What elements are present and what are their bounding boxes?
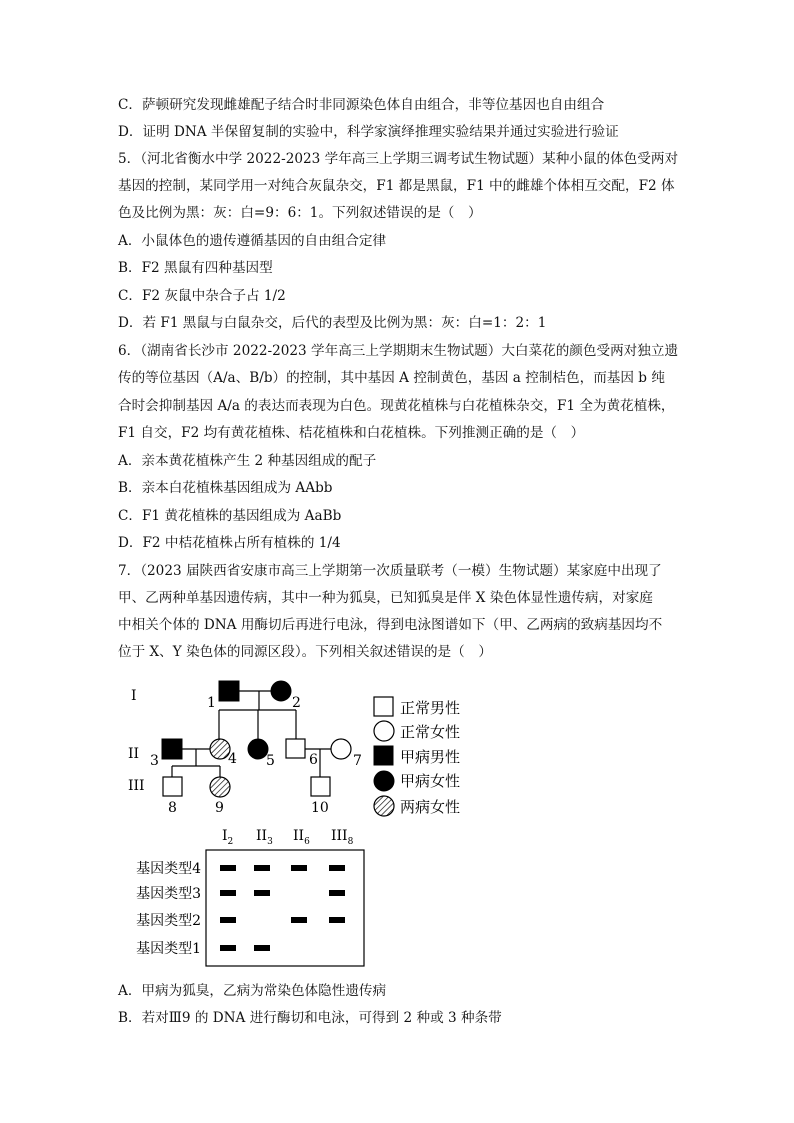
text-line: 基因的控制，某同学用一对纯合灰鼠杂交，F1 都是黑鼠，F1 中的雌雄个体相互交配，F2 体 (118, 178, 675, 194)
text-line: A．小鼠体色的遗传遵循基因的自由组合定律 (118, 233, 387, 249)
generation-label: III (128, 778, 145, 794)
gel-band (220, 890, 236, 896)
generation-label: I (131, 688, 137, 704)
individual-number: 8 (168, 800, 177, 816)
gel-band (220, 865, 236, 871)
legend-label: 甲病男性 (400, 748, 461, 766)
legend-label: 两病女性 (400, 798, 461, 816)
individual-number: 1 (207, 695, 216, 711)
individual-6 (286, 739, 305, 758)
individual-number: 3 (150, 753, 159, 769)
gel-diagram (136, 828, 364, 966)
gel-row-label: 基因类型4 (136, 861, 201, 877)
text-line: A．甲病为狐臭，乙病为常染色体隐性遗传病 (118, 983, 387, 999)
individual-number: 2 (292, 695, 301, 711)
text-line: C．F2 灰鼠中杂合子占 1/2 (118, 288, 286, 304)
gel-lane-label: $II_6$ (293, 828, 310, 847)
individual-4 (210, 739, 230, 759)
text-line: B．亲本白花植株基因组成为 AAbb (118, 480, 333, 496)
individual-1 (219, 681, 239, 701)
individual-5 (248, 739, 268, 759)
gel-row-label: 基因类型3 (136, 886, 201, 902)
text-line: D．F2 中桔花植株占所有植株的 1/4 (118, 535, 341, 551)
pedigree-chart (0, 670, 794, 1010)
individual-10 (311, 777, 330, 796)
text-line: 7．（2023 届陕西省安康市高三上学期第一次质量联考（一模）生物试题）某家庭中出现了 (118, 563, 662, 579)
gel-band (329, 865, 345, 871)
text-line: 传的等位基因（A/a、B/b）的控制，其中基因 A 控制黄色，基因 a 控制桔色，而基因 b 纯 (118, 370, 665, 386)
gel-band (291, 865, 307, 871)
legend-normal-male-icon (374, 697, 393, 716)
text-line: 6．（湖南省长沙市 2022-2023 学年高三上学期期末生物试题）大白菜花的颜色受两对独立遗 (118, 343, 679, 359)
text-line: A．亲本黄花植株产生 2 种基因组成的配子 (118, 453, 377, 469)
gel-lane-label: $II_3$ (256, 828, 273, 847)
text-line: 位于 X、Y 染色体的同源区段）。下列相关叙述错误的是（ ） (118, 644, 492, 660)
gel-band (291, 917, 307, 923)
legend-label: 甲病女性 (400, 772, 461, 790)
legend (374, 697, 460, 816)
gel-lane-label: $I_2$ (222, 828, 234, 847)
text-line: 合时会抑制基因 A/a 的表达而表现为白色。现黄花植株与白花植株杂交，F1 全为黄花植株， (118, 398, 675, 414)
individual-number: 10 (311, 800, 329, 816)
legend-affected-male-icon (374, 746, 393, 765)
individual-8 (163, 777, 182, 796)
individual-number: 4 (228, 751, 237, 767)
individual-7 (331, 739, 351, 759)
text-line: F1 自交，F2 均有黄花植株、桔花植株和白花植株。下列推测正确的是（ ） (118, 425, 585, 441)
individual-number: 7 (353, 753, 362, 769)
gel-band (329, 917, 345, 923)
gel-band (254, 865, 270, 871)
generation-label: II (128, 746, 140, 762)
individual-number: 5 (266, 753, 275, 769)
legend-label: 正常女性 (400, 723, 461, 741)
individual-2 (271, 681, 291, 701)
text-line: 甲、乙两种单基因遗传病，其中一种为狐臭，已知狐臭是伴 X 染色体显性遗传病，对家庭 (118, 590, 653, 606)
text-line: 5．（河北省衡水中学 2022-2023 学年高三上学期三调考试生物试题）某种小鼠的体色受两对 (118, 151, 679, 167)
individual-number: 9 (215, 800, 224, 816)
legend-both-female-icon (374, 796, 394, 816)
individual-number: 6 (309, 752, 318, 768)
gel-lane-label: $III_8$ (331, 828, 354, 847)
gel-row-label: 基因类型2 (136, 913, 201, 929)
legend-normal-female-icon (374, 721, 394, 741)
text-line: B．F2 黑鼠有四种基因型 (118, 260, 273, 276)
gel-band (329, 890, 345, 896)
text-line: D．若 F1 黑鼠与白鼠杂交，后代的表型及比例为黑：灰：白=1：2：1 (118, 315, 547, 331)
gel-band (220, 945, 236, 951)
gel-row-label: 基因类型1 (136, 941, 201, 957)
text-line: D．证明 DNA 半保留复制的实验中，科学家演绎推理实验结果并通过实验进行验证 (118, 124, 619, 140)
text-line: C．萨顿研究发现雌雄配子结合时非同源染色体自由组合，非等位基因也自由组合 (118, 97, 605, 113)
legend-affected-female-icon (374, 771, 394, 791)
gel-band (220, 917, 236, 923)
legend-label: 正常男性 (400, 699, 461, 717)
text-line: C．F1 黄花植株的基因组成为 AaBb (118, 508, 342, 524)
individual-3 (162, 739, 182, 759)
text-line: 中相关个体的 DNA 用酶切后再进行电泳，得到电泳图谱如下（甲、乙两病的致病基因均不 (118, 617, 663, 633)
text-line: B．若对Ⅲ9 的 DNA 进行酶切和电泳，可得到 2 种或 3 种条带 (118, 1010, 502, 1026)
gel-band (254, 945, 270, 951)
gel-band (254, 890, 270, 896)
text-line: 色及比例为黑：灰：白=9：6：1。下列叙述错误的是（ ） (118, 205, 482, 221)
individual-9 (210, 777, 230, 797)
